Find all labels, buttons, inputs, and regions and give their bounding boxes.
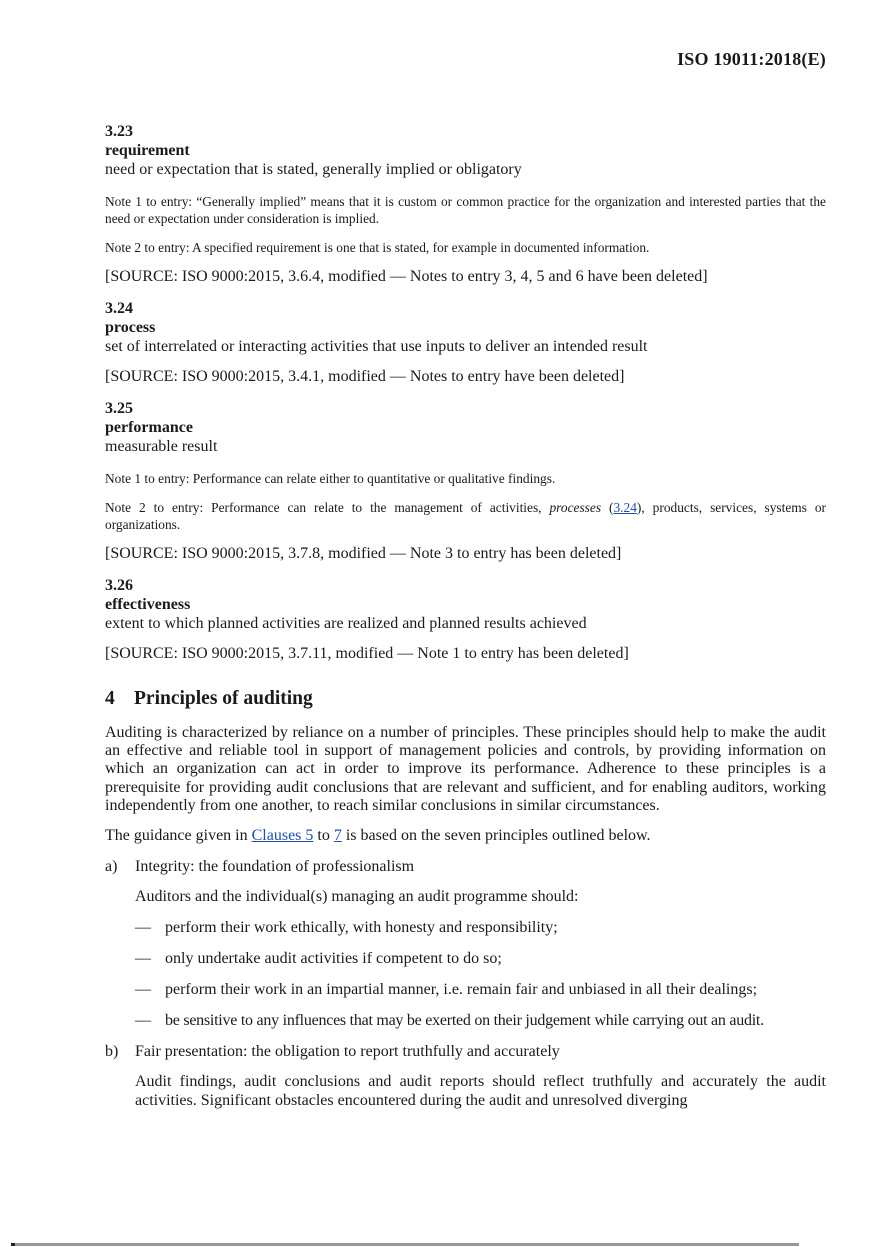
paragraph-text: to xyxy=(313,827,334,845)
entry-source: [SOURCE: ISO 9000:2015, 3.7.8, modified — Note 3 to entry has been deleted] xyxy=(105,545,622,562)
bullet-item xyxy=(105,1011,826,1030)
dash-glyph: — xyxy=(135,981,151,999)
note-italic-term: processes xyxy=(549,500,602,515)
bullet-text: be sensitive to any influences that may be exerted on their judgement while carrying out an audit. xyxy=(165,1012,764,1030)
list-label: a) xyxy=(105,858,118,876)
entry-source: [SOURCE: ISO 9000:2015, 3.4.1, modified — Notes to entry have been deleted] xyxy=(105,368,625,385)
clauses-5-link[interactable]: Clauses 5 xyxy=(251,827,314,845)
dash-glyph: — xyxy=(135,1012,151,1030)
entry-number: 3.25 xyxy=(105,400,133,417)
entry-definition: extent to which planned activities are realized and planned results achieved xyxy=(105,615,587,632)
entry-term: process xyxy=(105,319,156,336)
section-title: Principles of auditing xyxy=(134,688,313,709)
principle-text: Auditors and the individual(s) managing an audit programme should: xyxy=(135,888,579,906)
document-page xyxy=(105,122,826,1110)
paragraph-text: The guidance given in xyxy=(105,827,252,845)
principle-text: Audit findings, audit conclusions and audit reports should reflect truthfully and accurately the audit activities. Significant obstacles encountered during the audit and unresolved diverging xyxy=(135,1073,826,1109)
dash-glyph: — xyxy=(135,919,151,937)
section-intro-paragraph: Auditing is characterized by reliance on a number of principles. These principles should help to make the audit an effective and reliable tool in support of management policies and controls, by providing information on which an organization can act in order to improve its performance. Adherence to these principles is a prerequisite for providing audit conclusions that are relevant and sufficient, and for enabling auditors, working independently from one another, to reach similar conclusions in similar circumstances. xyxy=(105,724,826,814)
section-number: 4 xyxy=(105,688,115,709)
term-entry-3-26 xyxy=(105,576,826,663)
entry-note: Note 1 to entry: “Generally implied” means that it is custom or common practice for the organization and interested parties that the need or expectation under consideration is implied. xyxy=(105,194,826,226)
cross-reference-link-3-24[interactable]: 3.24 xyxy=(613,500,637,515)
dash-glyph: — xyxy=(135,950,151,968)
section-heading xyxy=(105,687,826,711)
principle-item-b xyxy=(105,1042,826,1061)
horizontal-scrollbar[interactable] xyxy=(11,1243,799,1246)
entry-term: performance xyxy=(105,419,193,436)
scrollbar-thumb[interactable] xyxy=(11,1243,15,1246)
entry-definition: measurable result xyxy=(105,438,218,455)
entry-note: Note 2 to entry: A specified requirement is one that is stated, for example in documented information. xyxy=(105,240,650,255)
bullet-text: only undertake audit activities if competent to do so; xyxy=(165,950,502,968)
term-entry-3-25 xyxy=(105,399,826,563)
guidance-paragraph xyxy=(105,827,826,845)
principle-title: Fair presentation: the obligation to report truthfully and accurately xyxy=(135,1043,560,1061)
term-entry-3-23 xyxy=(105,122,826,286)
entry-source: [SOURCE: ISO 9000:2015, 3.7.11, modified — Note 1 to entry has been deleted] xyxy=(105,645,629,662)
document-id-header: ISO 19011:2018(E) xyxy=(677,49,826,69)
bullet-text: perform their work ethically, with honesty and responsibility; xyxy=(165,919,558,937)
bullet-item xyxy=(105,918,826,937)
clause-7-link[interactable]: 7 xyxy=(333,827,342,845)
principle-item-a xyxy=(105,857,826,876)
entry-term: effectiveness xyxy=(105,596,191,613)
entry-number: 3.23 xyxy=(105,123,133,140)
note-text: ), products, services, systems or organizations. xyxy=(105,500,826,532)
entry-number: 3.24 xyxy=(105,300,133,317)
entry-definition: set of interrelated or interacting activities that use inputs to deliver an intended result xyxy=(105,338,648,355)
entry-source: [SOURCE: ISO 9000:2015, 3.6.4, modified — Notes to entry 3, 4, 5 and 6 have been deleted] xyxy=(105,268,708,285)
bullet-text: perform their work in an impartial manner, i.e. remain fair and unbiased in all their dealings; xyxy=(165,981,758,999)
entry-number: 3.26 xyxy=(105,577,133,594)
entry-note: Note 1 to entry: Performance can relate either to quantitative or qualitative findings. xyxy=(105,471,556,486)
entry-term: requirement xyxy=(105,142,190,159)
note-text: Note 2 to entry: Performance can relate to the management of activities, xyxy=(105,500,550,515)
principle-title: Integrity: the foundation of professionalism xyxy=(135,858,415,876)
term-entry-3-24 xyxy=(105,299,826,386)
bullet-item xyxy=(105,980,826,999)
paragraph-text: is based on the seven principles outlined below. xyxy=(341,827,651,845)
bullet-item xyxy=(105,949,826,968)
note-text: ( xyxy=(601,500,614,515)
entry-definition: need or expectation that is stated, generally implied or obligatory xyxy=(105,161,522,178)
list-label: b) xyxy=(105,1043,119,1061)
entry-note xyxy=(105,499,826,533)
